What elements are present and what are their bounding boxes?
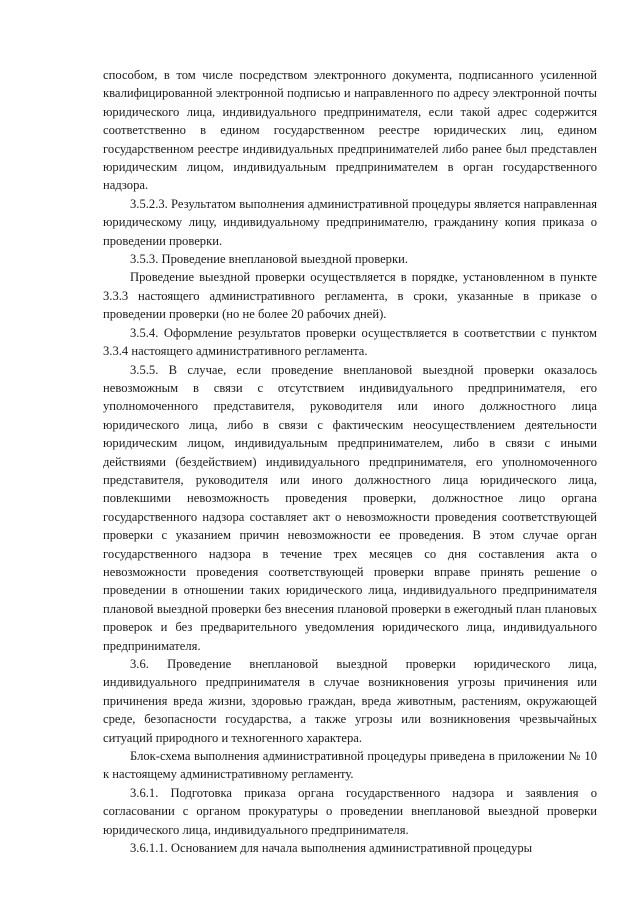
paragraph-3-5-2-3: 3.5.2.3. Результатом выполнения административной процедуры является направленная юридическому лицу, индивидуальному предпринимателю, гражданину копия приказа о проведении проверки. [103, 196, 597, 248]
paragraph-3-5-5: 3.5.5. В случае, если проведение внеплановой выездной проверки оказалось невозможным в связи с отсутствием индивидуального предпринимателя, его уполномоченного представителя, руководителя или иного должностного лица юридического лица, либо в связи с фактическим неосуществлением деятельности юридическим лицом, индивидуальным предпринимателем, либо в связи с иными действиями (бездействием) индивидуального предпринимателя, его уполномоченного представителя, руководителя или иного должностного лица юридического лица, повлекшими невозможность проведения проверки, должностное лицо органа государственного надзора составляет акт о невозможности проведения соответствующей проверки с указанием причин невозможности ее проведения. В этом случае орган государственного надзора в течение трех месяцев со дня составления акта о невозможности проведения соответствующей проверки вправе принять решение о проведении в отношении таких юридического лица, индивидуального предпринимателя плановой выездной проверки без внесения плановой проверки в ежегодный план плановых проверок и без предварительного уведомления юридического лица, индивидуального предпринимателя. [103, 362, 597, 653]
paragraph-block-diagram: Блок-схема выполнения административной процедуры приведена в приложении № 10 к настоящему административному регламенту. [103, 749, 597, 782]
paragraph-3-6: 3.6. Проведение внеплановой выездной проверки юридического лица, индивидуального предпринимателя в случае возникновения угрозы причинения или причинения вреда жизни, здоровью граждан, вреда животным, растениям, окружающей среде, безопасности государства, а также угрозы или возникновения чрезвычайных ситуаций природного и техногенного характера. [103, 657, 597, 745]
document-body [103, 66, 597, 857]
paragraph-inspection-procedure: Проведение выездной проверки осуществляется в порядке, установленном в пункте 3.3.3 настоящего административного регламента, в сроки, указанные в приказе о проведении проверки (но не более 20 рабочих дней). [103, 270, 597, 322]
paragraph-3-6-1-1: 3.6.1.1. Основанием для начала выполнения административной процедуры [130, 841, 533, 856]
paragraph-3-6-1: 3.6.1. Подготовка приказа органа государственного надзора и заявления о согласовании с органом прокуратуры о проведении внеплановой выездной проверки юридического лица, индивидуального предпринимателя. [103, 785, 597, 837]
paragraph-3-5-3: 3.5.3. Проведение внеплановой выездной проверки. [130, 252, 408, 267]
paragraph-continuation: способом, в том числе посредством электронного документа, подписанного усиленной квалифицированной электронной подписью и направленного по адресу электронной почты юридического лица, индивидуального предпринимателя, если такой адрес содержится соответственно в едином государственном реестре юридических лиц, едином государственном реестре индивидуальных предпринимателей либо ранее был представлен юридическим лицом, индивидуальным предпринимателем в орган государственного надзора. [103, 68, 597, 193]
paragraph-3-5-4: 3.5.4. Оформление результатов проверки осуществляется в соответствии с пунктом 3.3.4 настоящего административного регламента. [103, 325, 597, 359]
